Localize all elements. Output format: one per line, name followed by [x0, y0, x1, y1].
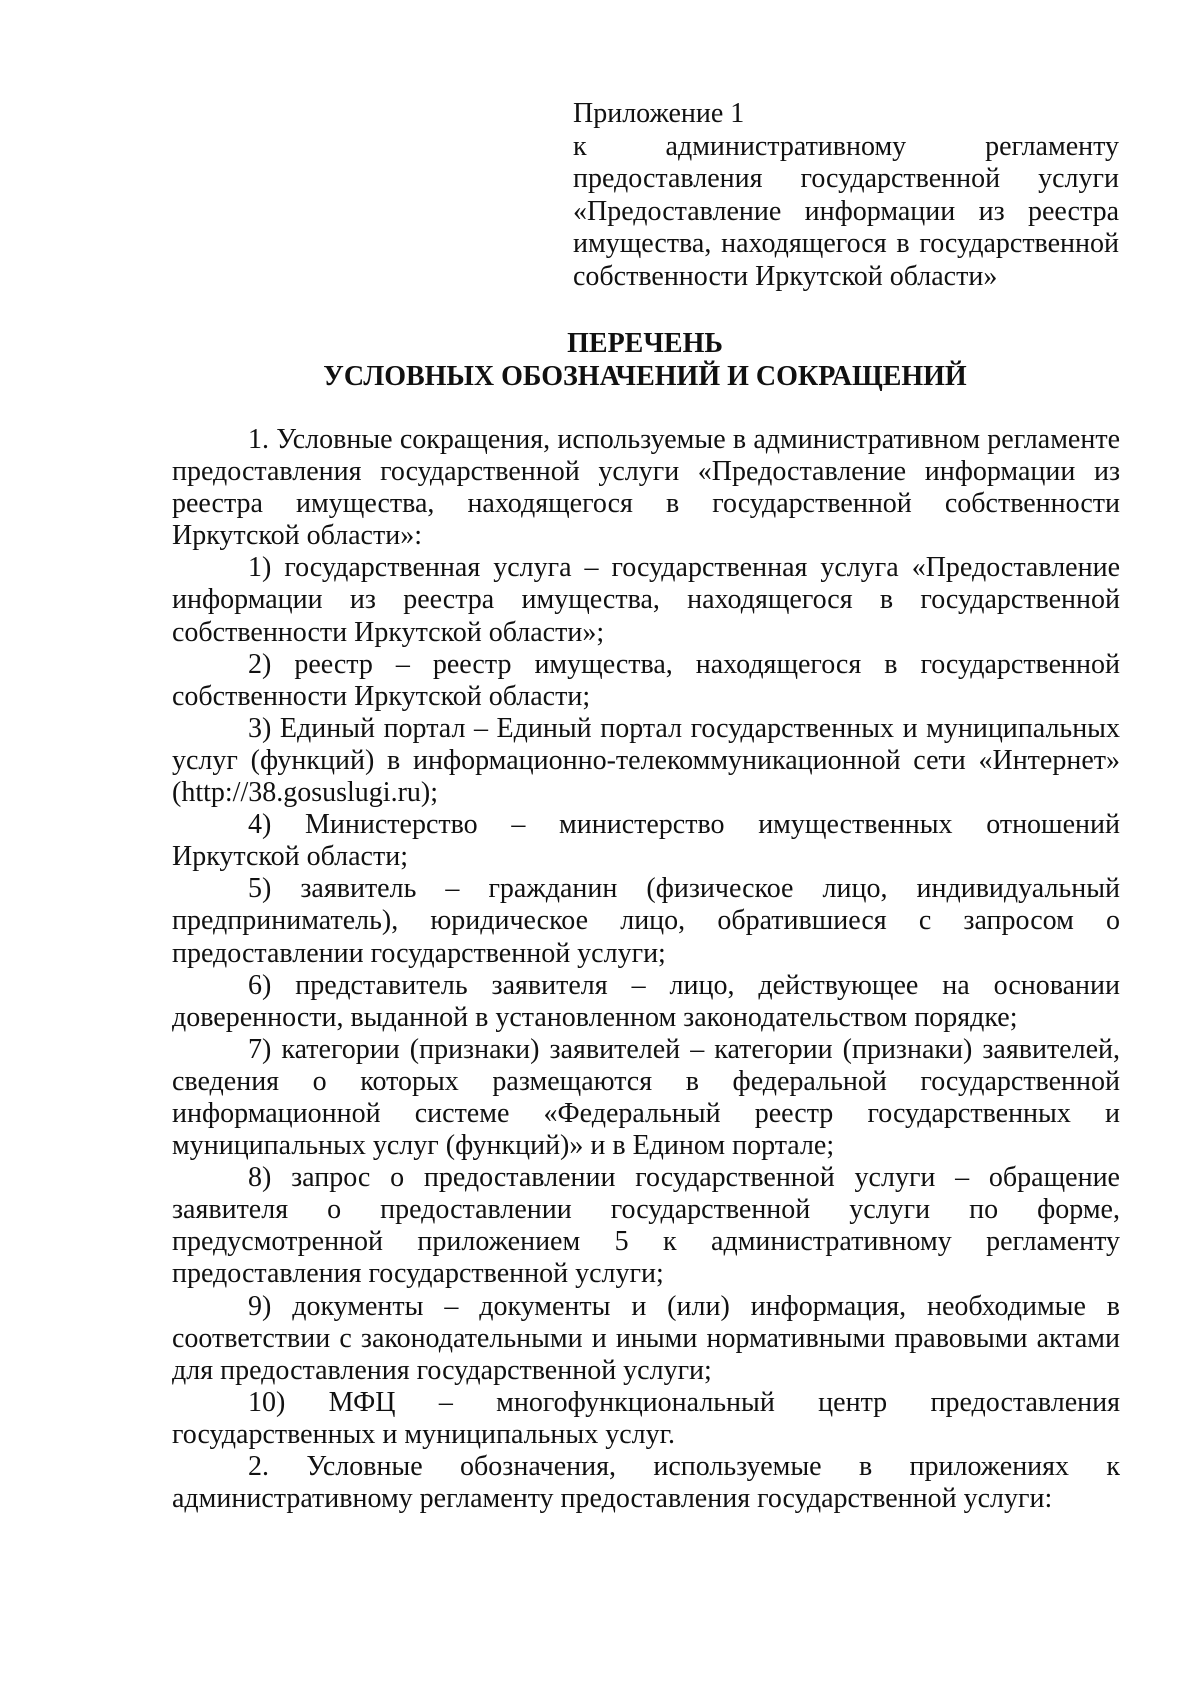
- appendix-line: к административному регламенту: [573, 130, 1119, 162]
- appendix-line: собственности Иркутской области»: [573, 260, 998, 292]
- title-line-1: ПЕРЕЧЕНЬ: [567, 328, 723, 359]
- list-item: 9) документы – документы и (или) информация, необходимые в соответствии с законодательными и иными нормативными правовыми актами для предоставления государственной услуги;: [172, 1290, 1120, 1386]
- appendix-line: имущества, находящегося в государственной: [573, 228, 1119, 259]
- section-1-paragraph: 1. Условные сокращения, используемые в административном регламенте предоставления государственной услуги «Предоставление информации из реестра имущества, находящегося в государственной собственности Иркутской области»:: [172, 424, 1120, 552]
- section-2-paragraph: 2. Условные обозначения, используемые в приложениях к административному регламенту предоставления государственной услуги:: [172, 1451, 1120, 1515]
- appendix-line: «Предоставление информации из реестра: [573, 195, 1119, 227]
- list-item: 8) запрос о предоставлении государственной услуги – обращение заявителя о предоставлении государственной услуги по форме, предусмотренной приложением 5 к административному регламенту предоставления государственной услуги;: [172, 1162, 1120, 1290]
- list-item: 6) представитель заявителя – лицо, действующее на основании доверенности, выданной в установленном законодательством порядке;: [172, 969, 1120, 1033]
- appendix-number: Приложение 1: [573, 98, 745, 129]
- list-item: 1) государственная услуга – государственная услуга «Предоставление информации из реестра имущества, находящегося в государственной собственности Иркутской области»;: [172, 552, 1120, 648]
- appendix-header: [573, 98, 1119, 293]
- appendix-line: предоставления государственной услуги: [573, 163, 1119, 194]
- list-item: 5) заявитель – гражданин (физическое лицо, индивидуальный предприниматель), юридическое лицо, обратившиеся с запросом о предоставлении государственной услуги;: [172, 873, 1120, 969]
- document-title: [170, 327, 1120, 393]
- list-item: 2) реестр – реестр имущества, находящегося в государственной собственности Иркутской области;: [172, 648, 1120, 712]
- list-item: 10) МФЦ – многофункциональный центр предоставления государственных и муниципальных услуг.: [172, 1386, 1120, 1450]
- list-item: 4) Министерство – министерство имущественных отношений Иркутской области;: [172, 809, 1120, 873]
- list-item: 3) Единый портал – Единый портал государственных и муниципальных услуг (функций) в информационно-телекоммуникационной сети «Интернет» (http://38.gosuslugi.ru);: [172, 712, 1120, 809]
- title-line-2: УСЛОВНЫХ ОБОЗНАЧЕНИЙ И СОКРАЩЕНИЙ: [323, 361, 967, 392]
- document-body: [172, 424, 1120, 1515]
- list-item: 7) категории (признаки) заявителей – категории (признаки) заявителей, сведения о которых размещаются в федеральной государственной информационной системе «Федеральный реестр государственных и муниципальных услуг (функций)» и в Едином портале;: [172, 1033, 1120, 1162]
